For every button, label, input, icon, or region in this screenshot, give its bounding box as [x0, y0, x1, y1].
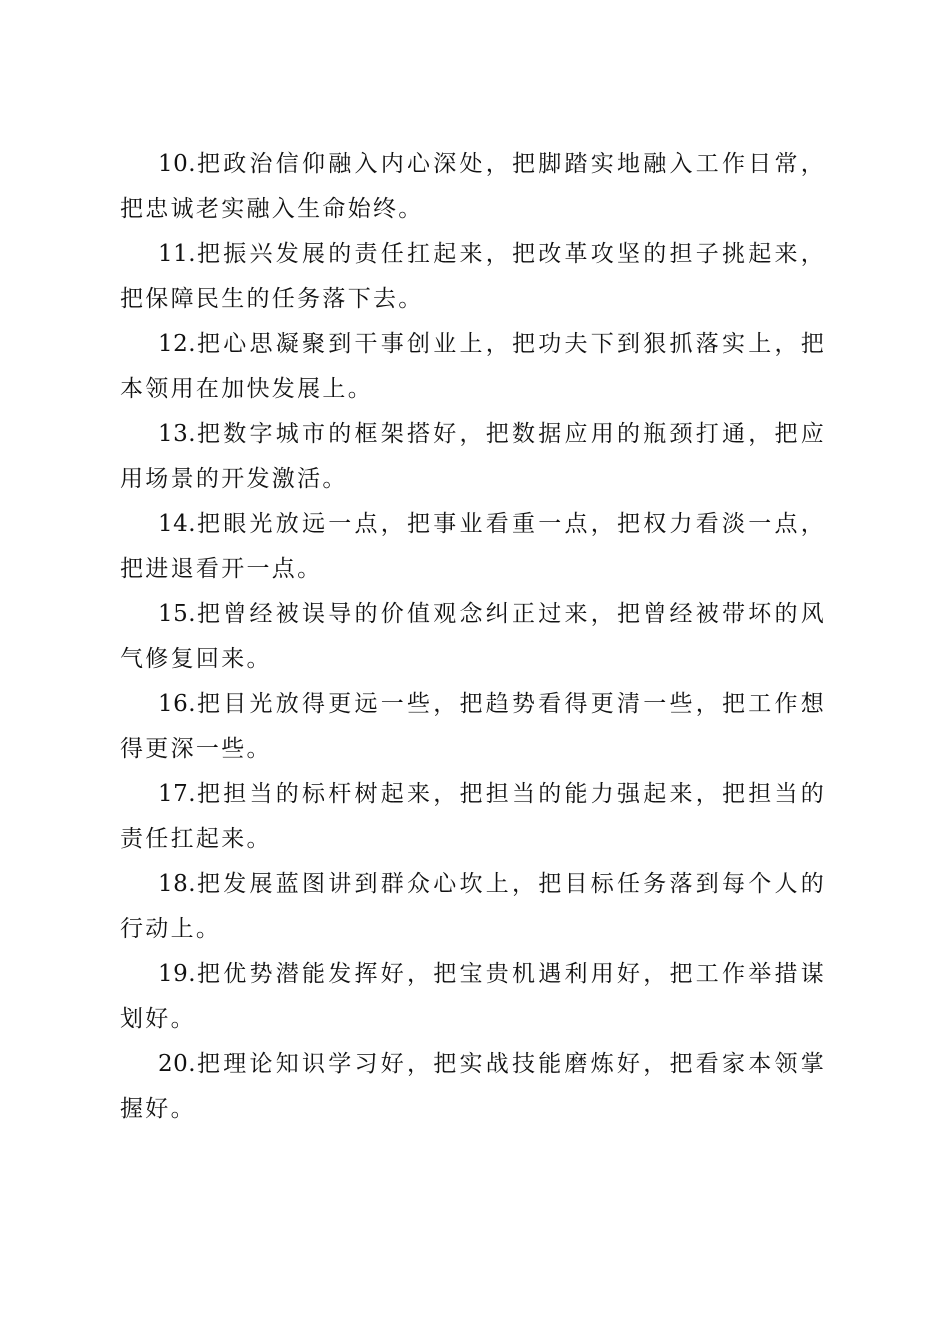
- list-item: [120, 142, 826, 232]
- item-text: 把发展蓝图讲到群众心坎上，把目标任务落到每个人的行动上。: [120, 871, 826, 942]
- document-page: [120, 142, 826, 1132]
- item-number: 12.: [158, 331, 197, 357]
- item-number: 15.: [158, 601, 197, 627]
- item-text: 把政治信仰融入内心深处，把脚踏实地融入工作日常，把忠诚老实融入生命始终。: [120, 151, 826, 222]
- item-number: 16.: [158, 691, 197, 717]
- list-item: [120, 592, 826, 682]
- list-item: [120, 682, 826, 772]
- item-number: 17.: [158, 781, 197, 807]
- list-item: [120, 862, 826, 952]
- item-number: 10.: [158, 151, 197, 177]
- item-number: 19.: [158, 961, 197, 987]
- list-item: [120, 232, 826, 322]
- list-item: [120, 772, 826, 862]
- item-text: 把振兴发展的责任扛起来，把改革攻坚的担子挑起来，把保障民生的任务落下去。: [120, 241, 826, 312]
- item-text: 把曾经被误导的价值观念纠正过来，把曾经被带坏的风气修复回来。: [120, 601, 826, 672]
- list-item: [120, 412, 826, 502]
- item-text: 把担当的标杆树起来，把担当的能力强起来，把担当的责任扛起来。: [120, 781, 826, 852]
- item-text: 把眼光放远一点，把事业看重一点，把权力看淡一点，把进退看开一点。: [120, 511, 826, 582]
- item-text: 把心思凝聚到干事创业上，把功夫下到狠抓落实上，把本领用在加快发展上。: [120, 331, 826, 402]
- item-number: 20.: [158, 1051, 197, 1077]
- item-text: 把目光放得更远一些，把趋势看得更清一些，把工作想得更深一些。: [120, 691, 826, 762]
- list-item: [120, 322, 826, 412]
- item-number: 14.: [158, 511, 197, 537]
- item-number: 11.: [158, 241, 197, 267]
- item-number: 18.: [158, 871, 197, 897]
- item-text: 把理论知识学习好，把实战技能磨炼好，把看家本领掌握好。: [120, 1051, 826, 1122]
- item-text: 把优势潜能发挥好，把宝贵机遇利用好，把工作举措谋划好。: [120, 961, 826, 1032]
- list-item: [120, 1042, 826, 1132]
- list-item: [120, 952, 826, 1042]
- list-item: [120, 502, 826, 592]
- item-number: 13.: [158, 421, 197, 447]
- item-text: 把数字城市的框架搭好，把数据应用的瓶颈打通，把应用场景的开发激活。: [120, 421, 826, 492]
